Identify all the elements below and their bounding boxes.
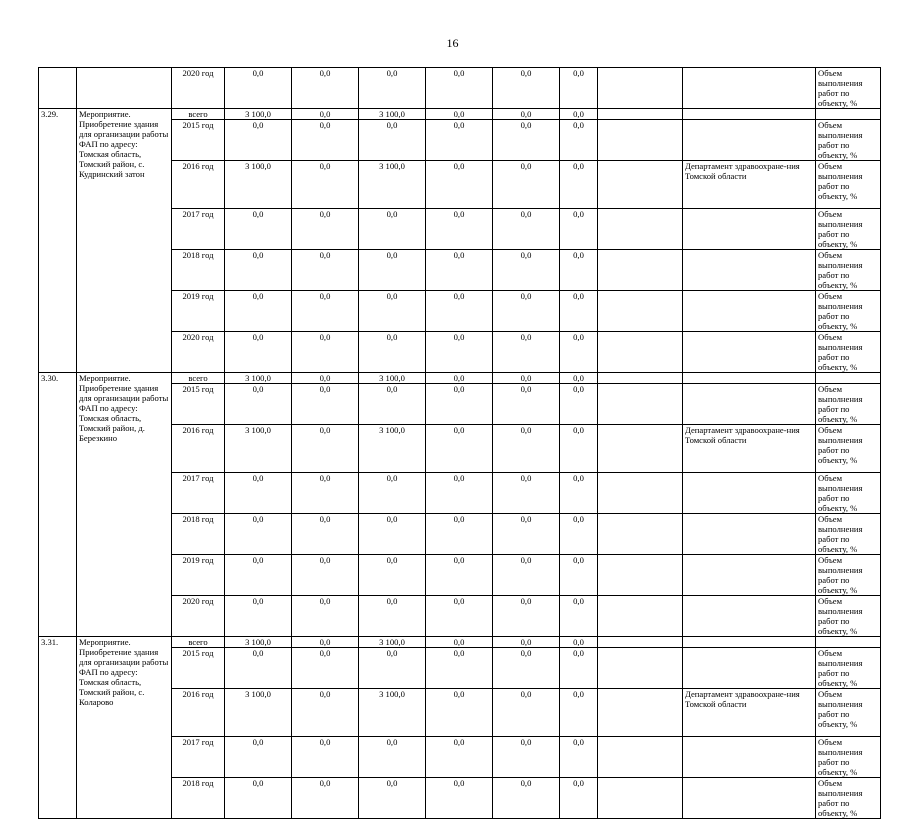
indicator-cell: Объем выполнения работ по объекту, % [816, 555, 881, 596]
amount-cell: 0,0 [426, 291, 493, 332]
amount-cell: 0,0 [426, 384, 493, 425]
item-name: Мероприятие. Приобретение здания для организации работы ФАП по адресу: Томская область, Томский район, с. Коларово [77, 637, 172, 819]
amount-cell: 0,0 [560, 648, 598, 689]
amount-cell: 0,0 [225, 596, 292, 637]
year-cell: 2017 год [172, 473, 225, 514]
amount-cell: 0,0 [560, 596, 598, 637]
amount-cell: 0,0 [493, 514, 560, 555]
amount-cell: 0,0 [426, 373, 493, 384]
indicator-cell: Объем выполнения работ по объекту, % [816, 778, 881, 819]
amount-cell: 0,0 [426, 109, 493, 120]
indicator-cell: Объем выполнения работ по объекту, % [816, 689, 881, 737]
item-name: Мероприятие. Приобретение здания для организации работы ФАП по адресу: Томская область, Томский район, с. Кудринский затон [77, 109, 172, 373]
amount-cell: 0,0 [225, 250, 292, 291]
amount-cell: 0,0 [493, 291, 560, 332]
indicator-cell: Объем выполнения работ по объекту, % [816, 596, 881, 637]
amount-cell: 0,0 [359, 514, 426, 555]
amount-cell: 0,0 [560, 209, 598, 250]
amount-cell: 0,0 [493, 637, 560, 648]
amount-cell: 3 100,0 [359, 637, 426, 648]
amount-cell: 0,0 [560, 637, 598, 648]
program-table [38, 67, 881, 819]
empty-cell [598, 596, 683, 637]
item-number: 3.31. [39, 637, 77, 819]
executor-cell [683, 209, 816, 250]
amount-cell: 0,0 [225, 514, 292, 555]
page-number: 16 [446, 36, 459, 50]
amount-cell: 3 100,0 [225, 425, 292, 473]
amount-cell: 0,0 [359, 737, 426, 778]
amount-cell: 0,0 [292, 555, 359, 596]
amount-cell: 0,0 [225, 291, 292, 332]
empty-cell [598, 291, 683, 332]
amount-cell: 0,0 [493, 648, 560, 689]
amount-cell: 0,0 [426, 161, 493, 209]
amount-cell: 0,0 [292, 689, 359, 737]
amount-cell: 0,0 [292, 473, 359, 514]
amount-cell: 0,0 [292, 737, 359, 778]
amount-cell: 0,0 [560, 737, 598, 778]
amount-cell: 0,0 [225, 555, 292, 596]
amount-cell: 0,0 [426, 778, 493, 819]
amount-cell: 0,0 [225, 384, 292, 425]
amount-cell: 3 100,0 [359, 161, 426, 209]
amount-cell: 0,0 [560, 384, 598, 425]
indicator-cell: Объем выполнения работ по объекту, % [816, 161, 881, 209]
executor-cell [683, 637, 816, 648]
amount-cell: 0,0 [560, 332, 598, 373]
indicator-cell: Объем выполнения работ по объекту, % [816, 648, 881, 689]
indicator-cell: Объем выполнения работ по объекту, % [816, 291, 881, 332]
indicator-cell [816, 373, 881, 384]
amount-cell: 3 100,0 [359, 425, 426, 473]
amount-cell: 0,0 [560, 555, 598, 596]
amount-cell: 0,0 [426, 555, 493, 596]
executor-cell [683, 778, 816, 819]
year-cell: 2016 год [172, 161, 225, 209]
amount-cell: 0,0 [493, 689, 560, 737]
amount-cell: 0,0 [560, 473, 598, 514]
amount-cell: 0,0 [560, 291, 598, 332]
table-body [39, 68, 881, 819]
empty-cell [598, 384, 683, 425]
amount-cell: 3 100,0 [359, 689, 426, 737]
year-cell: 2020 год [172, 596, 225, 637]
year-cell: 2017 год [172, 737, 225, 778]
empty-cell [598, 250, 683, 291]
amount-cell: 0,0 [493, 109, 560, 120]
executor-cell [683, 120, 816, 161]
amount-cell: 0,0 [560, 514, 598, 555]
table-row [39, 637, 881, 648]
amount-cell: 0,0 [426, 68, 493, 109]
year-cell: 2015 год [172, 384, 225, 425]
amount-cell: 0,0 [493, 373, 560, 384]
item-number: 3.30. [39, 373, 77, 637]
indicator-cell [816, 637, 881, 648]
amount-cell: 0,0 [292, 514, 359, 555]
amount-cell: 0,0 [426, 332, 493, 373]
executor-cell [683, 332, 816, 373]
empty-cell [598, 737, 683, 778]
item-name: Мероприятие. Приобретение здания для организации работы ФАП по адресу: Томская область, Томский район, д. Березкино [77, 373, 172, 637]
amount-cell: 0,0 [560, 689, 598, 737]
executor-cell [683, 648, 816, 689]
amount-cell: 0,0 [426, 596, 493, 637]
amount-cell: 0,0 [359, 596, 426, 637]
executor-cell [683, 373, 816, 384]
amount-cell: 3 100,0 [225, 373, 292, 384]
amount-cell: 0,0 [560, 425, 598, 473]
amount-cell: 0,0 [292, 637, 359, 648]
indicator-cell: Объем выполнения работ по объекту, % [816, 473, 881, 514]
amount-cell: 0,0 [493, 332, 560, 373]
year-cell: 2019 год [172, 555, 225, 596]
amount-cell: 0,0 [560, 109, 598, 120]
amount-cell: 0,0 [292, 425, 359, 473]
amount-cell: 0,0 [493, 778, 560, 819]
empty-cell [598, 473, 683, 514]
amount-cell: 0,0 [225, 209, 292, 250]
executor-cell [683, 384, 816, 425]
amount-cell: 0,0 [292, 250, 359, 291]
amount-cell: 3 100,0 [359, 373, 426, 384]
amount-cell: 0,0 [225, 120, 292, 161]
indicator-cell: Объем выполнения работ по объекту, % [816, 332, 881, 373]
year-cell: всего [172, 109, 225, 120]
executor-cell [683, 473, 816, 514]
indicator-cell [816, 109, 881, 120]
amount-cell: 3 100,0 [225, 637, 292, 648]
table-row [39, 373, 881, 384]
amount-cell: 0,0 [493, 68, 560, 109]
empty-cell [598, 209, 683, 250]
amount-cell: 0,0 [292, 596, 359, 637]
amount-cell: 0,0 [225, 778, 292, 819]
amount-cell: 0,0 [560, 120, 598, 161]
table-row [39, 68, 881, 109]
indicator-cell: Объем выполнения работ по объекту, % [816, 250, 881, 291]
amount-cell: 0,0 [493, 555, 560, 596]
year-cell: 2015 год [172, 120, 225, 161]
amount-cell: 0,0 [426, 120, 493, 161]
amount-cell: 0,0 [493, 120, 560, 161]
amount-cell: 0,0 [359, 120, 426, 161]
amount-cell: 0,0 [225, 473, 292, 514]
executor-cell [683, 737, 816, 778]
amount-cell: 0,0 [426, 250, 493, 291]
amount-cell: 0,0 [359, 332, 426, 373]
indicator-cell: Объем выполнения работ по объекту, % [816, 68, 881, 109]
amount-cell: 0,0 [292, 120, 359, 161]
amount-cell: 0,0 [225, 68, 292, 109]
item-number: 3.29. [39, 109, 77, 373]
item-name [77, 68, 172, 109]
year-cell: 2018 год [172, 778, 225, 819]
amount-cell: 0,0 [292, 648, 359, 689]
amount-cell: 3 100,0 [359, 109, 426, 120]
empty-cell [598, 648, 683, 689]
table-row [39, 109, 881, 120]
amount-cell: 3 100,0 [225, 109, 292, 120]
amount-cell: 0,0 [426, 737, 493, 778]
amount-cell: 0,0 [292, 332, 359, 373]
amount-cell: 0,0 [493, 161, 560, 209]
amount-cell: 0,0 [560, 250, 598, 291]
year-cell: 2020 год [172, 68, 225, 109]
indicator-cell: Объем выполнения работ по объекту, % [816, 737, 881, 778]
empty-cell [598, 332, 683, 373]
year-cell: всего [172, 373, 225, 384]
amount-cell: 3 100,0 [225, 161, 292, 209]
amount-cell: 0,0 [359, 250, 426, 291]
empty-cell [598, 778, 683, 819]
executor-cell [683, 514, 816, 555]
amount-cell: 0,0 [292, 384, 359, 425]
year-cell: 2016 год [172, 689, 225, 737]
empty-cell [598, 373, 683, 384]
amount-cell: 0,0 [426, 425, 493, 473]
amount-cell: 0,0 [225, 332, 292, 373]
amount-cell: 0,0 [493, 209, 560, 250]
amount-cell: 0,0 [292, 68, 359, 109]
amount-cell: 0,0 [426, 637, 493, 648]
amount-cell: 0,0 [560, 778, 598, 819]
year-cell: 2017 год [172, 209, 225, 250]
empty-cell [598, 637, 683, 648]
amount-cell: 0,0 [426, 473, 493, 514]
amount-cell: 0,0 [292, 291, 359, 332]
indicator-cell: Объем выполнения работ по объекту, % [816, 120, 881, 161]
executor-cell [683, 68, 816, 109]
indicator-cell: Объем выполнения работ по объекту, % [816, 425, 881, 473]
amount-cell: 0,0 [359, 384, 426, 425]
amount-cell: 0,0 [292, 161, 359, 209]
amount-cell: 0,0 [493, 425, 560, 473]
amount-cell: 0,0 [359, 648, 426, 689]
year-cell: 2015 год [172, 648, 225, 689]
amount-cell: 0,0 [493, 737, 560, 778]
amount-cell: 3 100,0 [225, 689, 292, 737]
amount-cell: 0,0 [225, 737, 292, 778]
amount-cell: 0,0 [560, 161, 598, 209]
executor-cell: Департамент здравоохране-ния Томской области [683, 425, 816, 473]
indicator-cell: Объем выполнения работ по объекту, % [816, 384, 881, 425]
amount-cell: 0,0 [359, 68, 426, 109]
executor-cell [683, 250, 816, 291]
year-cell: 2018 год [172, 514, 225, 555]
empty-cell [598, 425, 683, 473]
year-cell: 2018 год [172, 250, 225, 291]
item-number [39, 68, 77, 109]
amount-cell: 0,0 [292, 373, 359, 384]
amount-cell: 0,0 [560, 373, 598, 384]
empty-cell [598, 109, 683, 120]
amount-cell: 0,0 [359, 778, 426, 819]
amount-cell: 0,0 [359, 291, 426, 332]
executor-cell: Департамент здравоохране-ния Томской области [683, 161, 816, 209]
empty-cell [598, 120, 683, 161]
amount-cell: 0,0 [292, 109, 359, 120]
empty-cell [598, 161, 683, 209]
amount-cell: 0,0 [426, 648, 493, 689]
empty-cell [598, 689, 683, 737]
amount-cell: 0,0 [359, 473, 426, 514]
executor-cell [683, 291, 816, 332]
year-cell: всего [172, 637, 225, 648]
empty-cell [598, 68, 683, 109]
amount-cell: 0,0 [493, 250, 560, 291]
amount-cell: 0,0 [493, 596, 560, 637]
executor-cell [683, 555, 816, 596]
amount-cell: 0,0 [493, 384, 560, 425]
executor-cell [683, 109, 816, 120]
amount-cell: 0,0 [426, 209, 493, 250]
empty-cell [598, 555, 683, 596]
amount-cell: 0,0 [359, 555, 426, 596]
amount-cell: 0,0 [493, 473, 560, 514]
executor-cell: Департамент здравоохране-ния Томской области [683, 689, 816, 737]
amount-cell: 0,0 [426, 514, 493, 555]
year-cell: 2016 год [172, 425, 225, 473]
year-cell: 2019 год [172, 291, 225, 332]
year-cell: 2020 год [172, 332, 225, 373]
amount-cell: 0,0 [359, 209, 426, 250]
amount-cell: 0,0 [292, 778, 359, 819]
amount-cell: 0,0 [225, 648, 292, 689]
empty-cell [598, 514, 683, 555]
amount-cell: 0,0 [426, 689, 493, 737]
indicator-cell: Объем выполнения работ по объекту, % [816, 209, 881, 250]
indicator-cell: Объем выполнения работ по объекту, % [816, 514, 881, 555]
executor-cell [683, 596, 816, 637]
amount-cell: 0,0 [292, 209, 359, 250]
amount-cell: 0,0 [560, 68, 598, 109]
